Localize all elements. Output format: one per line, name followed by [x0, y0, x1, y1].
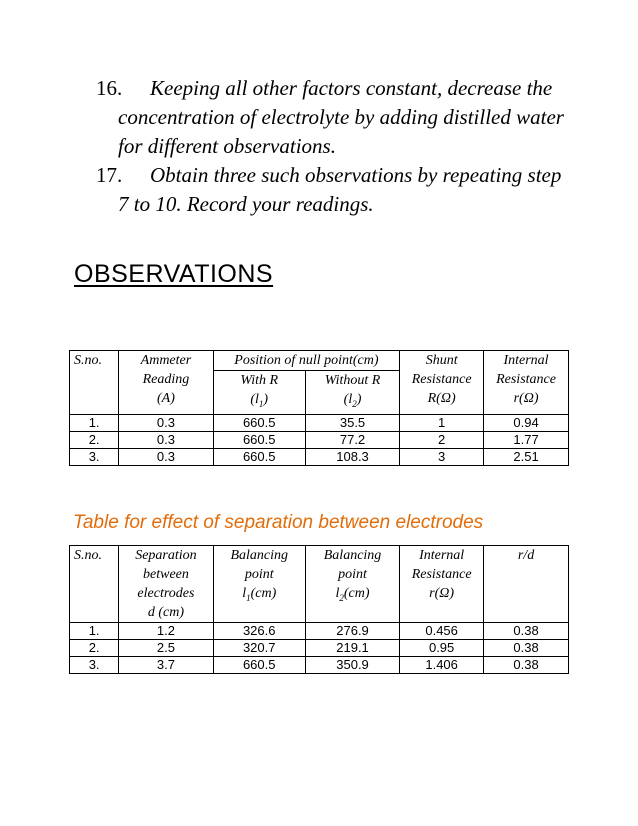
cell: 2. — [70, 431, 119, 448]
header-line: (cm) — [343, 586, 370, 601]
cell: 1.77 — [484, 431, 569, 448]
header-balancing-point-1 — [213, 546, 305, 623]
header-line: R(Ω) — [427, 391, 456, 406]
table-row — [70, 657, 569, 674]
table-row — [70, 623, 569, 640]
header-shunt — [400, 351, 484, 415]
separation-table — [69, 545, 569, 674]
header-internal — [484, 351, 569, 415]
header-separation — [119, 546, 213, 623]
step-number: 17. — [96, 163, 123, 187]
cell: 1. — [70, 623, 119, 640]
table-row — [70, 448, 569, 465]
table-row — [70, 431, 569, 448]
cell: 3. — [70, 448, 119, 465]
header-line: Resistance — [411, 567, 472, 582]
step-text-line: for different observations. — [118, 134, 336, 158]
cell: 1.2 — [119, 623, 213, 640]
header-line: electrodes — [137, 586, 195, 601]
header-line: Shunt — [425, 353, 458, 368]
cell: 276.9 — [305, 623, 399, 640]
table-header-row — [70, 351, 569, 371]
cell: 350.9 — [305, 657, 399, 674]
cell: 1.406 — [400, 657, 484, 674]
subscript: 2 — [339, 592, 344, 603]
header-line: Reading — [142, 372, 190, 387]
header-line: Balancing — [230, 548, 288, 563]
header-line: Internal — [419, 548, 465, 563]
table-row — [70, 414, 569, 431]
header-with-r — [213, 371, 305, 415]
cell: 0.38 — [484, 640, 569, 657]
cell: 3.7 — [119, 657, 213, 674]
cell: 326.6 — [213, 623, 305, 640]
header-line: With R — [240, 373, 279, 388]
header-line: Ammeter — [140, 353, 192, 368]
cell: 2. — [70, 640, 119, 657]
header-line: Balancing — [323, 548, 382, 563]
header-line: (l — [250, 392, 259, 407]
step-17 — [96, 161, 616, 219]
cell: 320.7 — [213, 640, 305, 657]
cell: 0.3 — [119, 448, 213, 465]
header-line: l — [242, 586, 247, 601]
cell: 0.3 — [119, 431, 213, 448]
cell: 3. — [70, 657, 119, 674]
header-r-over-d: r/d — [484, 546, 569, 623]
header-balancing-point-2 — [305, 546, 399, 623]
cell: 0.38 — [484, 657, 569, 674]
cell: 1 — [400, 414, 484, 431]
step-16 — [96, 74, 616, 161]
table2-title: Table for effect of separation between electrodes — [73, 512, 484, 533]
header-without-r — [305, 371, 399, 415]
header-ammeter — [119, 351, 213, 415]
cell: 0.456 — [400, 623, 484, 640]
cell: 660.5 — [213, 657, 305, 674]
observation-table — [69, 350, 569, 466]
procedure-steps — [96, 74, 616, 219]
header-line: Separation — [135, 548, 197, 563]
header-line: Internal — [503, 353, 549, 368]
observations-heading: OBSERVATIONS — [74, 260, 274, 288]
header-sno: S.no. — [70, 546, 119, 623]
cell: 660.5 — [213, 448, 305, 465]
cell: 0.3 — [119, 414, 213, 431]
table-row — [70, 640, 569, 657]
header-null-point: Position of null point(cm) — [213, 351, 400, 371]
header-line: point — [244, 567, 274, 582]
header-line: Without R — [324, 373, 381, 388]
step-text-line: Obtain three such observations by repeating step — [150, 163, 562, 187]
cell: 0.94 — [484, 414, 569, 431]
header-line: l — [335, 586, 340, 601]
step-text-line: Keeping all other factors constant, decrease the — [150, 76, 553, 100]
header-line: Resistance — [411, 372, 472, 387]
header-line: ) — [263, 392, 269, 407]
cell: 2.5 — [119, 640, 213, 657]
subscript: 1 — [258, 398, 264, 409]
header-line: point — [338, 567, 367, 582]
cell: 108.3 — [305, 448, 399, 465]
cell: 219.1 — [305, 640, 399, 657]
step-text-line: 7 to 10. Record your readings. — [118, 192, 374, 216]
cell: 2.51 — [484, 448, 569, 465]
header-line: (A) — [156, 391, 175, 406]
step-text-line: concentration of electrolyte by adding distilled water — [118, 105, 564, 129]
header-internal — [400, 546, 484, 623]
header-line: between — [143, 567, 189, 582]
cell: 35.5 — [305, 414, 399, 431]
header-line: d (cm) — [147, 605, 185, 620]
cell: 1. — [70, 414, 119, 431]
header-line: r(Ω) — [429, 586, 455, 601]
header-line: r(Ω) — [513, 391, 539, 406]
header-sno: S.no. — [70, 351, 119, 415]
cell: 0.38 — [484, 623, 569, 640]
header-line: ) — [356, 392, 362, 407]
step-number: 16. — [96, 76, 123, 100]
subscript: 1 — [246, 592, 251, 603]
cell: 660.5 — [213, 414, 305, 431]
cell: 660.5 — [213, 431, 305, 448]
cell: 0.95 — [400, 640, 484, 657]
header-line: Resistance — [496, 372, 556, 387]
header-line: (l — [343, 392, 353, 407]
table-header-row — [70, 546, 569, 623]
cell: 3 — [400, 448, 484, 465]
subscript: 2 — [352, 398, 357, 409]
cell: 77.2 — [305, 431, 399, 448]
header-line: (cm) — [250, 586, 277, 601]
cell: 2 — [400, 431, 484, 448]
